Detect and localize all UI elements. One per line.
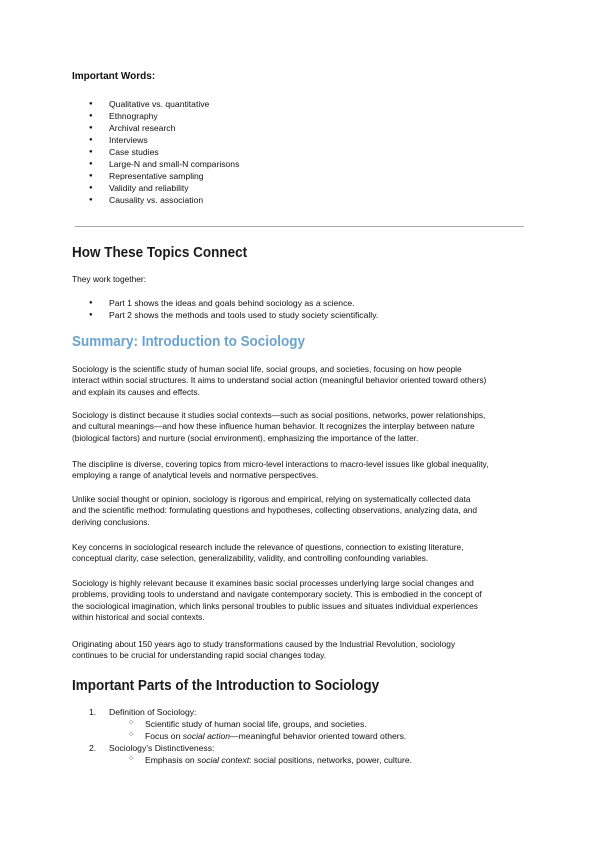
list-item-label: Sociology’s Distinctiveness: (109, 743, 215, 753)
summary-paragraph: The discipline is diverse, covering topics from micro-level interactions to macro-level issues like global inequality, employing a range of analytical levels and normative perspectives. (72, 459, 489, 481)
summary-paragraph: Originating about 150 years ago to study transformations caused by the Industrial Revolution, sociology continues to be crucial for understanding rapid social changes today. (72, 639, 456, 661)
hollow-bullet-icon: ○ (129, 755, 134, 762)
list-number: 2. (89, 743, 97, 753)
list-item: ● Representative sampling (72, 170, 239, 182)
horizontal-divider (75, 226, 524, 227)
summary-paragraph: Sociology is the scientific study of human social life, social groups, and societies, focusing on how people interact within social structures. It aims to understand social action (meaningful behavior oriented toward others) and explain its causes and effects. (72, 364, 487, 397)
summary-paragraph: Unlike social thought or opinion, sociology is rigorous and empirical, relying on systematically collected data and the scientific method: formulating questions and hypotheses, collecting observations, analyzing data, and deriving conclusions. (72, 494, 478, 527)
important-words-heading: Important Words: (72, 71, 156, 82)
list-number: 1. (89, 707, 97, 717)
hollow-bullet-icon: ○ (129, 731, 134, 738)
list-item-label: Definition of Sociology: (109, 707, 197, 717)
list-item: ● Interviews (72, 134, 239, 146)
summary-paragraph: Sociology is distinct because it studies social contexts—such as social positions, networks, power relationships, and cultural meanings—and how these influence human behavior. It recognizes the interplay between nature (biological factors) and nurture (social environment), emphasizing the importance of the latter. (72, 410, 486, 443)
list-item: ● Validity and reliability (72, 182, 239, 194)
sub-item-text: Emphasis on social context: social positions, networks, power, culture. (145, 755, 413, 765)
list-item: ● Ethnography (72, 110, 239, 122)
list-item: ● Part 1 shows the ideas and goals behind sociology as a science. (72, 297, 378, 309)
list-item: ● Archival research (72, 122, 239, 134)
hollow-bullet-icon: ○ (129, 719, 134, 726)
connect-list (72, 297, 378, 321)
summary-paragraph: Key concerns in sociological research include the relevance of questions, connection to existing literature, conceptual clarity, case selection, generalizability, validity, and controlling confounding variables. (72, 542, 464, 564)
list-item: ● Qualitative vs. quantitative (72, 98, 239, 110)
list-item: ● Large-N and small-N comparisons (72, 158, 239, 170)
sub-item-text: Focus on social action—meaningful behavior oriented toward others. (145, 731, 407, 741)
list-item: ● Causality vs. association (72, 194, 239, 206)
summary-paragraph: Sociology is highly relevant because it examines basic social processes underlying large social changes and problems, providing tools to understand and navigate contemporary society. This is embodied in the concept of the sociological imagination, which links personal troubles to public issues and situates individual experiences within historical and social contexts. (72, 578, 482, 623)
connect-heading: How These Topics Connect (72, 245, 248, 261)
important-words-list (72, 98, 239, 206)
parts-heading: Important Parts of the Introduction to Sociology (72, 678, 380, 694)
sub-item-text: Scientific study of human social life, groups, and societies. (145, 719, 367, 729)
connect-intro: They work together: (72, 274, 147, 284)
summary-heading: Summary: Introduction to Sociology (72, 334, 306, 350)
list-item: ● Case studies (72, 146, 239, 158)
list-item: ● Part 2 shows the methods and tools used to study society scientifically. (72, 309, 378, 321)
